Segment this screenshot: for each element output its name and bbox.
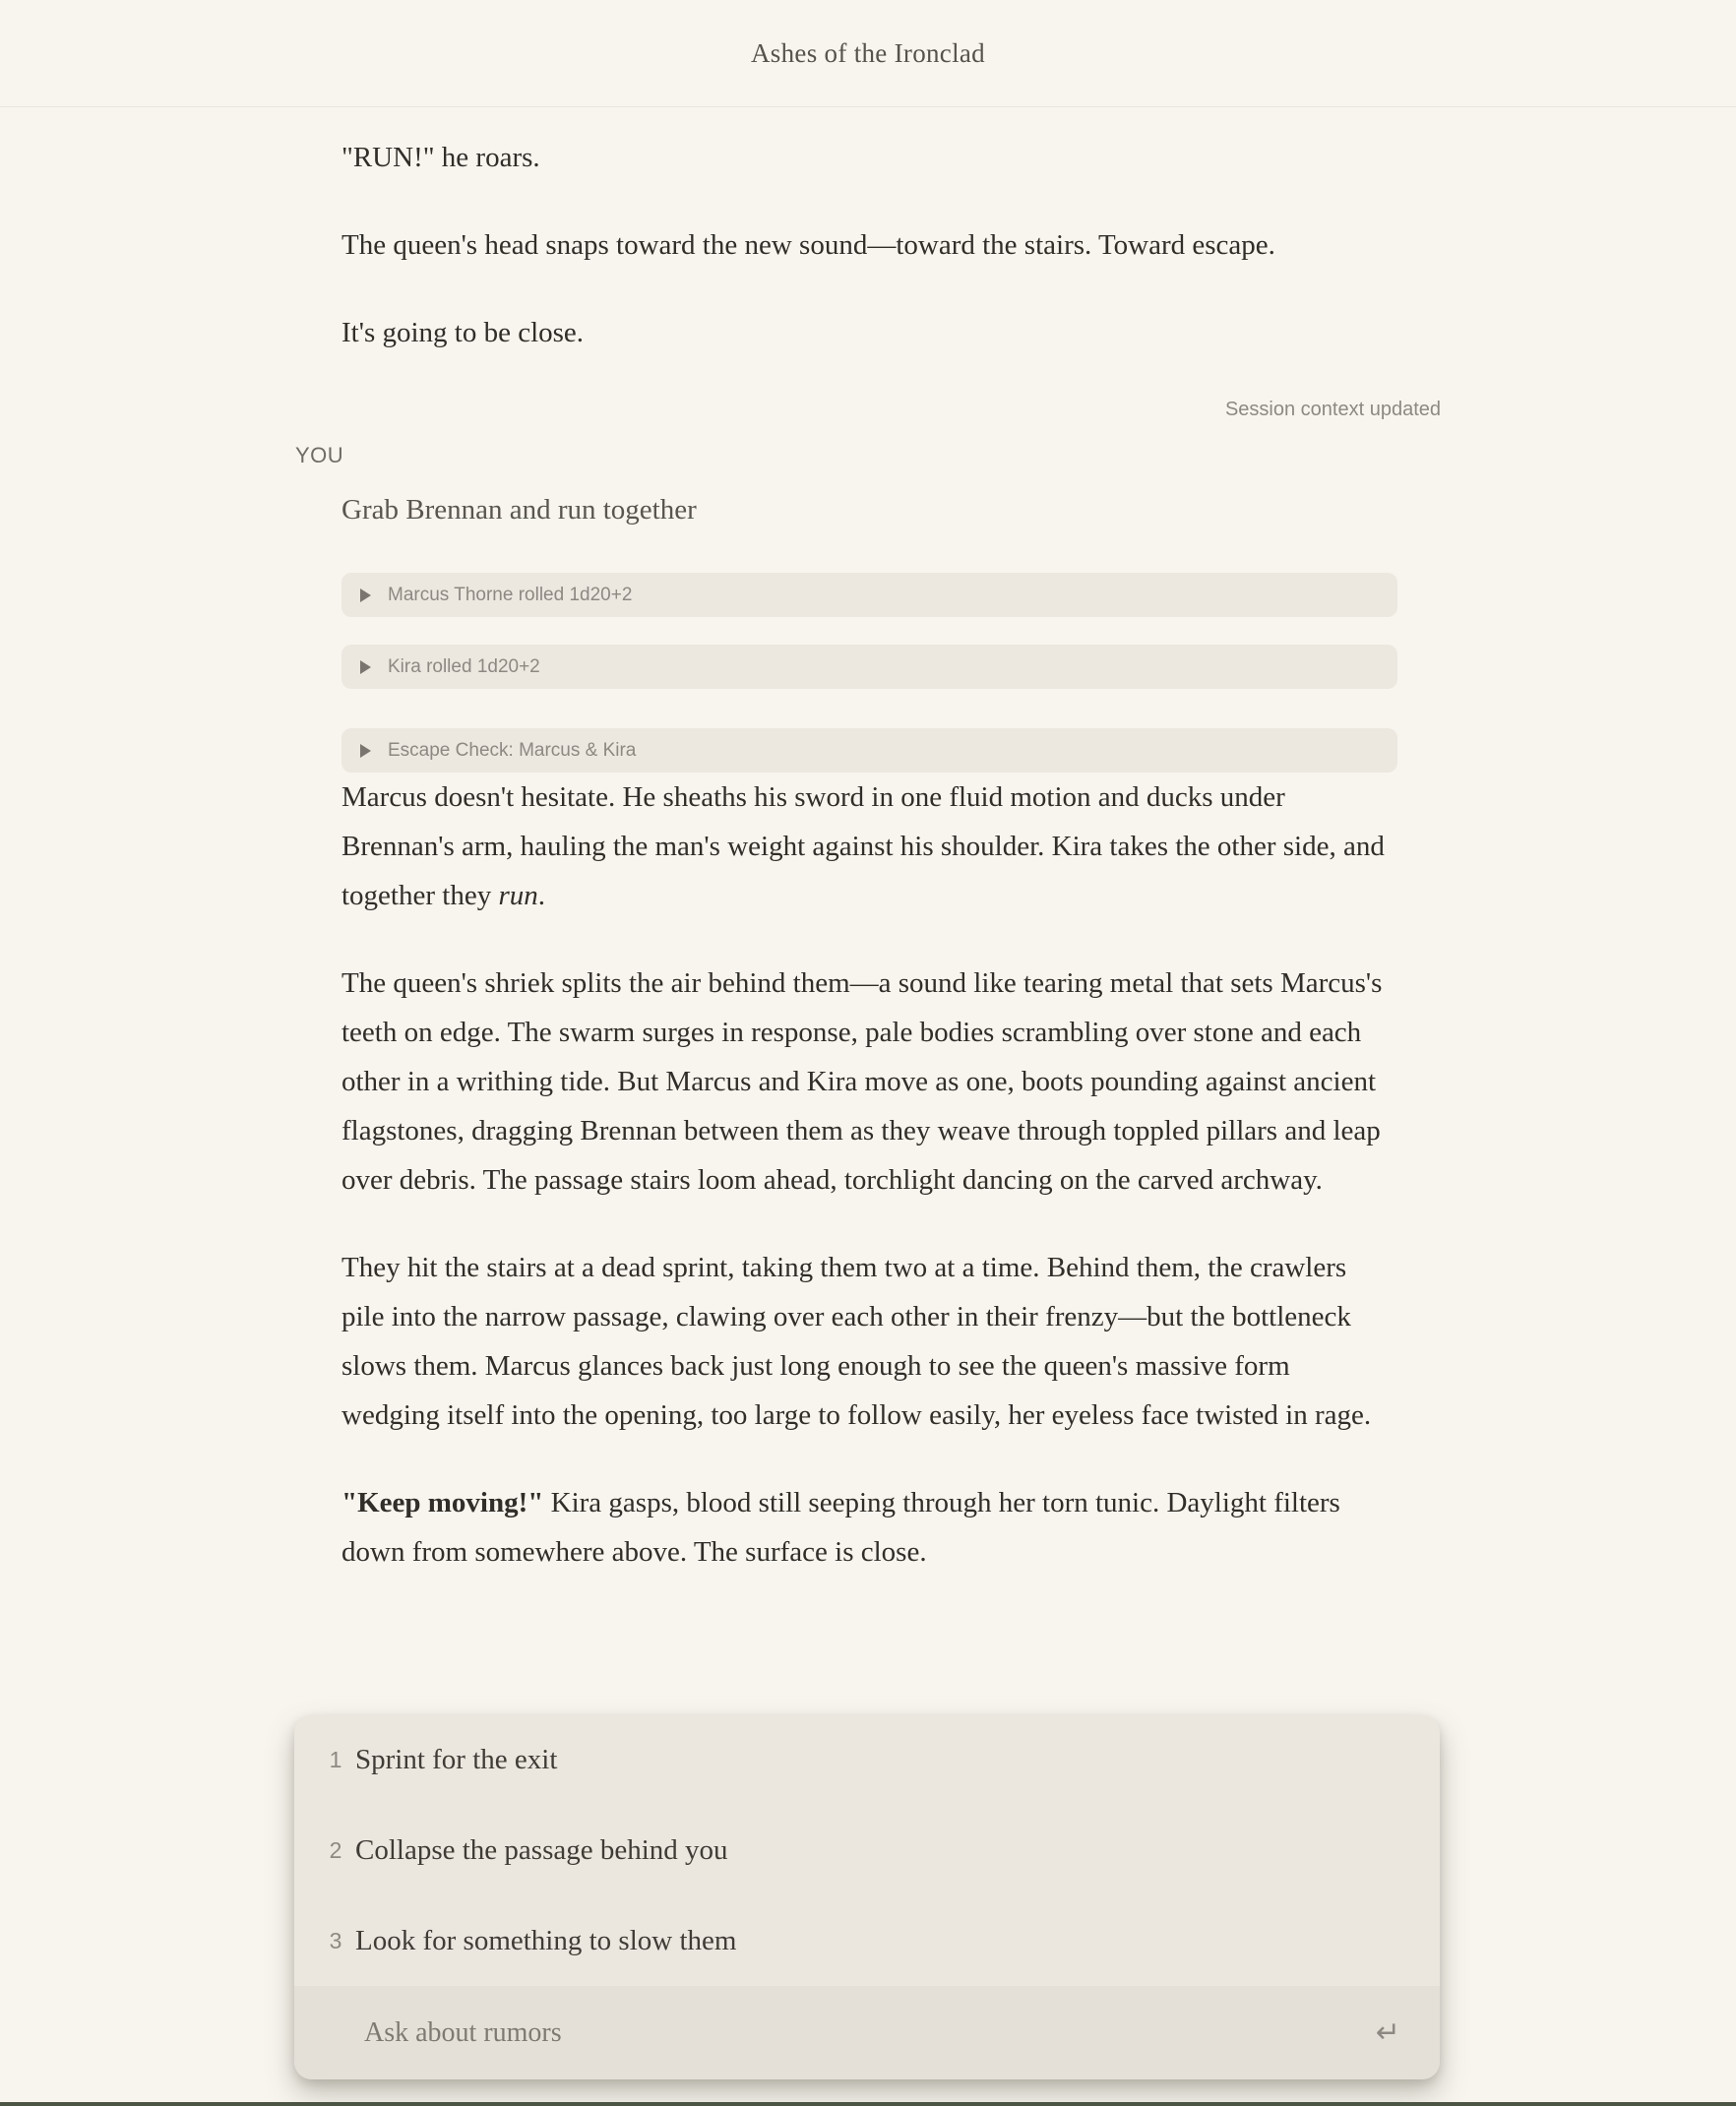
message-input[interactable] bbox=[294, 2017, 1440, 2049]
option-number: 1 bbox=[329, 1747, 342, 1773]
option-slow-them[interactable] bbox=[294, 1895, 1440, 1986]
roll-label: Escape Check: Marcus & Kira bbox=[388, 739, 637, 761]
story-paragraph: They hit the stairs at a dead sprint, taking them two at a time. Behind them, the crawlers pile into the narrow passage, clawing over each other in their frenzy—but the bottleneck slows them. Marcus glances back just long enough to see the queen's massive form wedging itself into the opening, too large to follow easily, her eyeless face twisted in rage. bbox=[341, 1252, 1372, 1431]
disclosure-triangle-icon bbox=[360, 744, 371, 758]
message-input-row bbox=[294, 1986, 1440, 2079]
story-paragraph: It's going to be close. bbox=[341, 317, 585, 348]
roll-disclosure-kira[interactable] bbox=[341, 645, 1397, 689]
chat-log bbox=[295, 107, 1441, 1577]
header bbox=[0, 0, 1736, 107]
option-label: Look for something to slow them bbox=[355, 1924, 737, 1956]
bottom-edge-bar bbox=[0, 2102, 1736, 2106]
roll-label: Kira rolled 1d20+2 bbox=[388, 655, 540, 677]
roll-disclosure-marcus[interactable] bbox=[341, 573, 1397, 617]
option-collapse-passage[interactable] bbox=[294, 1806, 1440, 1896]
roll-label: Marcus Thorne rolled 1d20+2 bbox=[388, 584, 633, 605]
story-paragraph: "RUN!" he roars. bbox=[341, 142, 540, 173]
disclosure-triangle-icon bbox=[360, 660, 371, 674]
option-label: Sprint for the exit bbox=[355, 1744, 558, 1776]
return-key-icon[interactable]: ↵ bbox=[1375, 2014, 1400, 2050]
disclosure-triangle-icon bbox=[360, 588, 371, 602]
you-label: YOU bbox=[295, 443, 344, 467]
option-number: 3 bbox=[329, 1927, 342, 1953]
story-paragraph: The queen's shriek splits the air behind them—a sound like tearing metal that sets Marcus's teeth on edge. The swarm surges in response, pale bodies scrambling over stone and each other in a writhing tide. But Marcus and Kira move as one, boots pounding against ancient flagstones, dragging Brennan between them as they weave through toppled pillars and leap over debris. The passage stairs loom ahead, torchlight dancing on the carved archway. bbox=[341, 967, 1383, 1196]
option-number: 2 bbox=[329, 1837, 342, 1863]
story-paragraph: "Keep moving!" Kira gasps, blood still seeping through her torn tunic. Daylight filters down from somewhere above. The surface is close. bbox=[341, 1487, 1340, 1568]
user-message: Grab Brennan and run together bbox=[341, 494, 697, 526]
action-panel bbox=[294, 1715, 1440, 2079]
option-list bbox=[294, 1715, 1440, 1986]
story-paragraph: Marcus doesn't hesitate. He sheaths his sword in one fluid motion and ducks under Brennan's arm, hauling the man's weight against his shoulder. Kira takes the other side, and together they run. bbox=[341, 781, 1385, 911]
roll-disclosure-escape-check[interactable] bbox=[341, 728, 1397, 773]
page-title: Ashes of the Ironclad bbox=[751, 37, 985, 68]
story-paragraph: The queen's head snaps toward the new sound—toward the stairs. Toward escape. bbox=[341, 229, 1275, 261]
option-label: Collapse the passage behind you bbox=[355, 1834, 728, 1866]
dice-roll-list bbox=[341, 573, 1397, 773]
option-sprint-for-exit[interactable] bbox=[294, 1715, 1440, 1806]
session-context-status: Session context updated bbox=[1224, 399, 1441, 420]
